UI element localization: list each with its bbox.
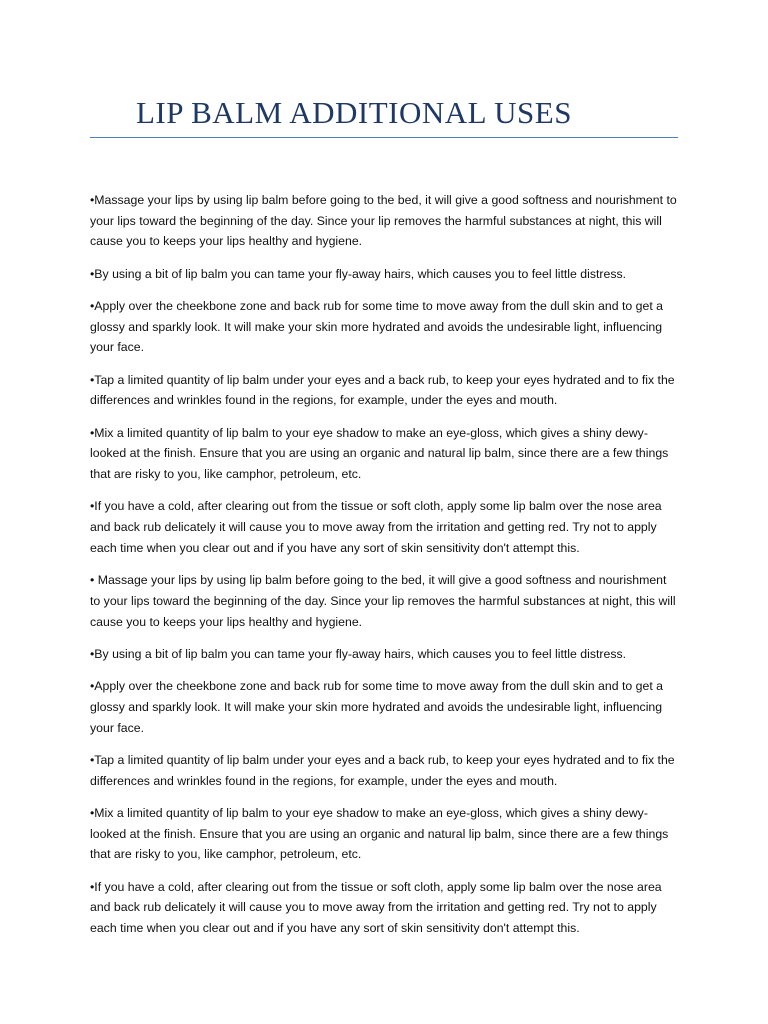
paragraph-7: • Massage your lips by using lip balm before going to the bed, it will give a good softness and nourishment to your lips toward the beginning of the day. Since your lip removes the harmful substances at night, this will cause you to keeps your lips healthy and hygiene. <box>90 573 676 629</box>
paragraph-12: •If you have a cold, after clearing out from the tissue or soft cloth, apply some lip balm over the nose area and back rub delicately it will cause you to move away from the irritation and getting red. Try not to apply each time when you clear out and if you have any sort of skin sensitivity don't attempt this. <box>90 879 662 935</box>
paragraph-3: •Apply over the cheekbone zone and back rub for some time to move away from the dull skin and to get a glossy and sparkly look. It will make your skin more hydrated and avoids the undesirable light, influencing your face. <box>90 299 664 355</box>
document-body <box>90 190 680 950</box>
paragraph-8: •By using a bit of lip balm you can tame your fly-away hairs, which causes you to feel little distress. <box>90 646 627 661</box>
paragraph-9: •Apply over the cheekbone zone and back rub for some time to move away from the dull skin and to get a glossy and sparkly look. It will make your skin more hydrated and avoids the undesirable light, influencing your face. <box>90 679 664 735</box>
paragraph-4: •Tap a limited quantity of lip balm under your eyes and a back rub, to keep your eyes hydrated and to fix the differences and wrinkles found in the regions, for example, under the eyes and mouth. <box>90 372 675 408</box>
document-title: LIP BALM ADDITIONAL USES <box>136 95 572 130</box>
title-underline-rule <box>90 137 678 138</box>
paragraph-1: •Massage your lips by using lip balm before going to the bed, it will give a good softness and nourishment to your lips toward the beginning of the day. Since your lip removes the harmful substances at night, this will cause you to keeps your lips healthy and hygiene. <box>90 193 677 249</box>
paragraph-5: •Mix a limited quantity of lip balm to your eye shadow to make an eye-gloss, which gives a shiny dewy-looked at the finish. Ensure that you are using an organic and natural lip balm, since there are a few things that are risky to you, like camphor, petroleum, etc. <box>90 425 669 482</box>
paragraph-6: •If you have a cold, after clearing out from the tissue or soft cloth, apply some lip balm over the nose area and back rub delicately it will cause you to move away from the irritation and getting red. Try not to apply each time when you clear out and if you have any sort of skin sensitivity don't attempt this. <box>90 499 662 555</box>
paragraph-10: •Tap a limited quantity of lip balm under your eyes and a back rub, to keep your eyes hydrated and to fix the differences and wrinkles found in the regions, for example, under the eyes and mouth. <box>90 752 675 788</box>
paragraph-11: •Mix a limited quantity of lip balm to your eye shadow to make an eye-gloss, which gives a shiny dewy-looked at the finish. Ensure that you are using an organic and natural lip balm, since there are a few things that are risky to you, like camphor, petroleum, etc. <box>90 805 669 862</box>
paragraph-2: •By using a bit of lip balm you can tame your fly-away hairs, which causes you to feel little distress. <box>90 266 627 281</box>
